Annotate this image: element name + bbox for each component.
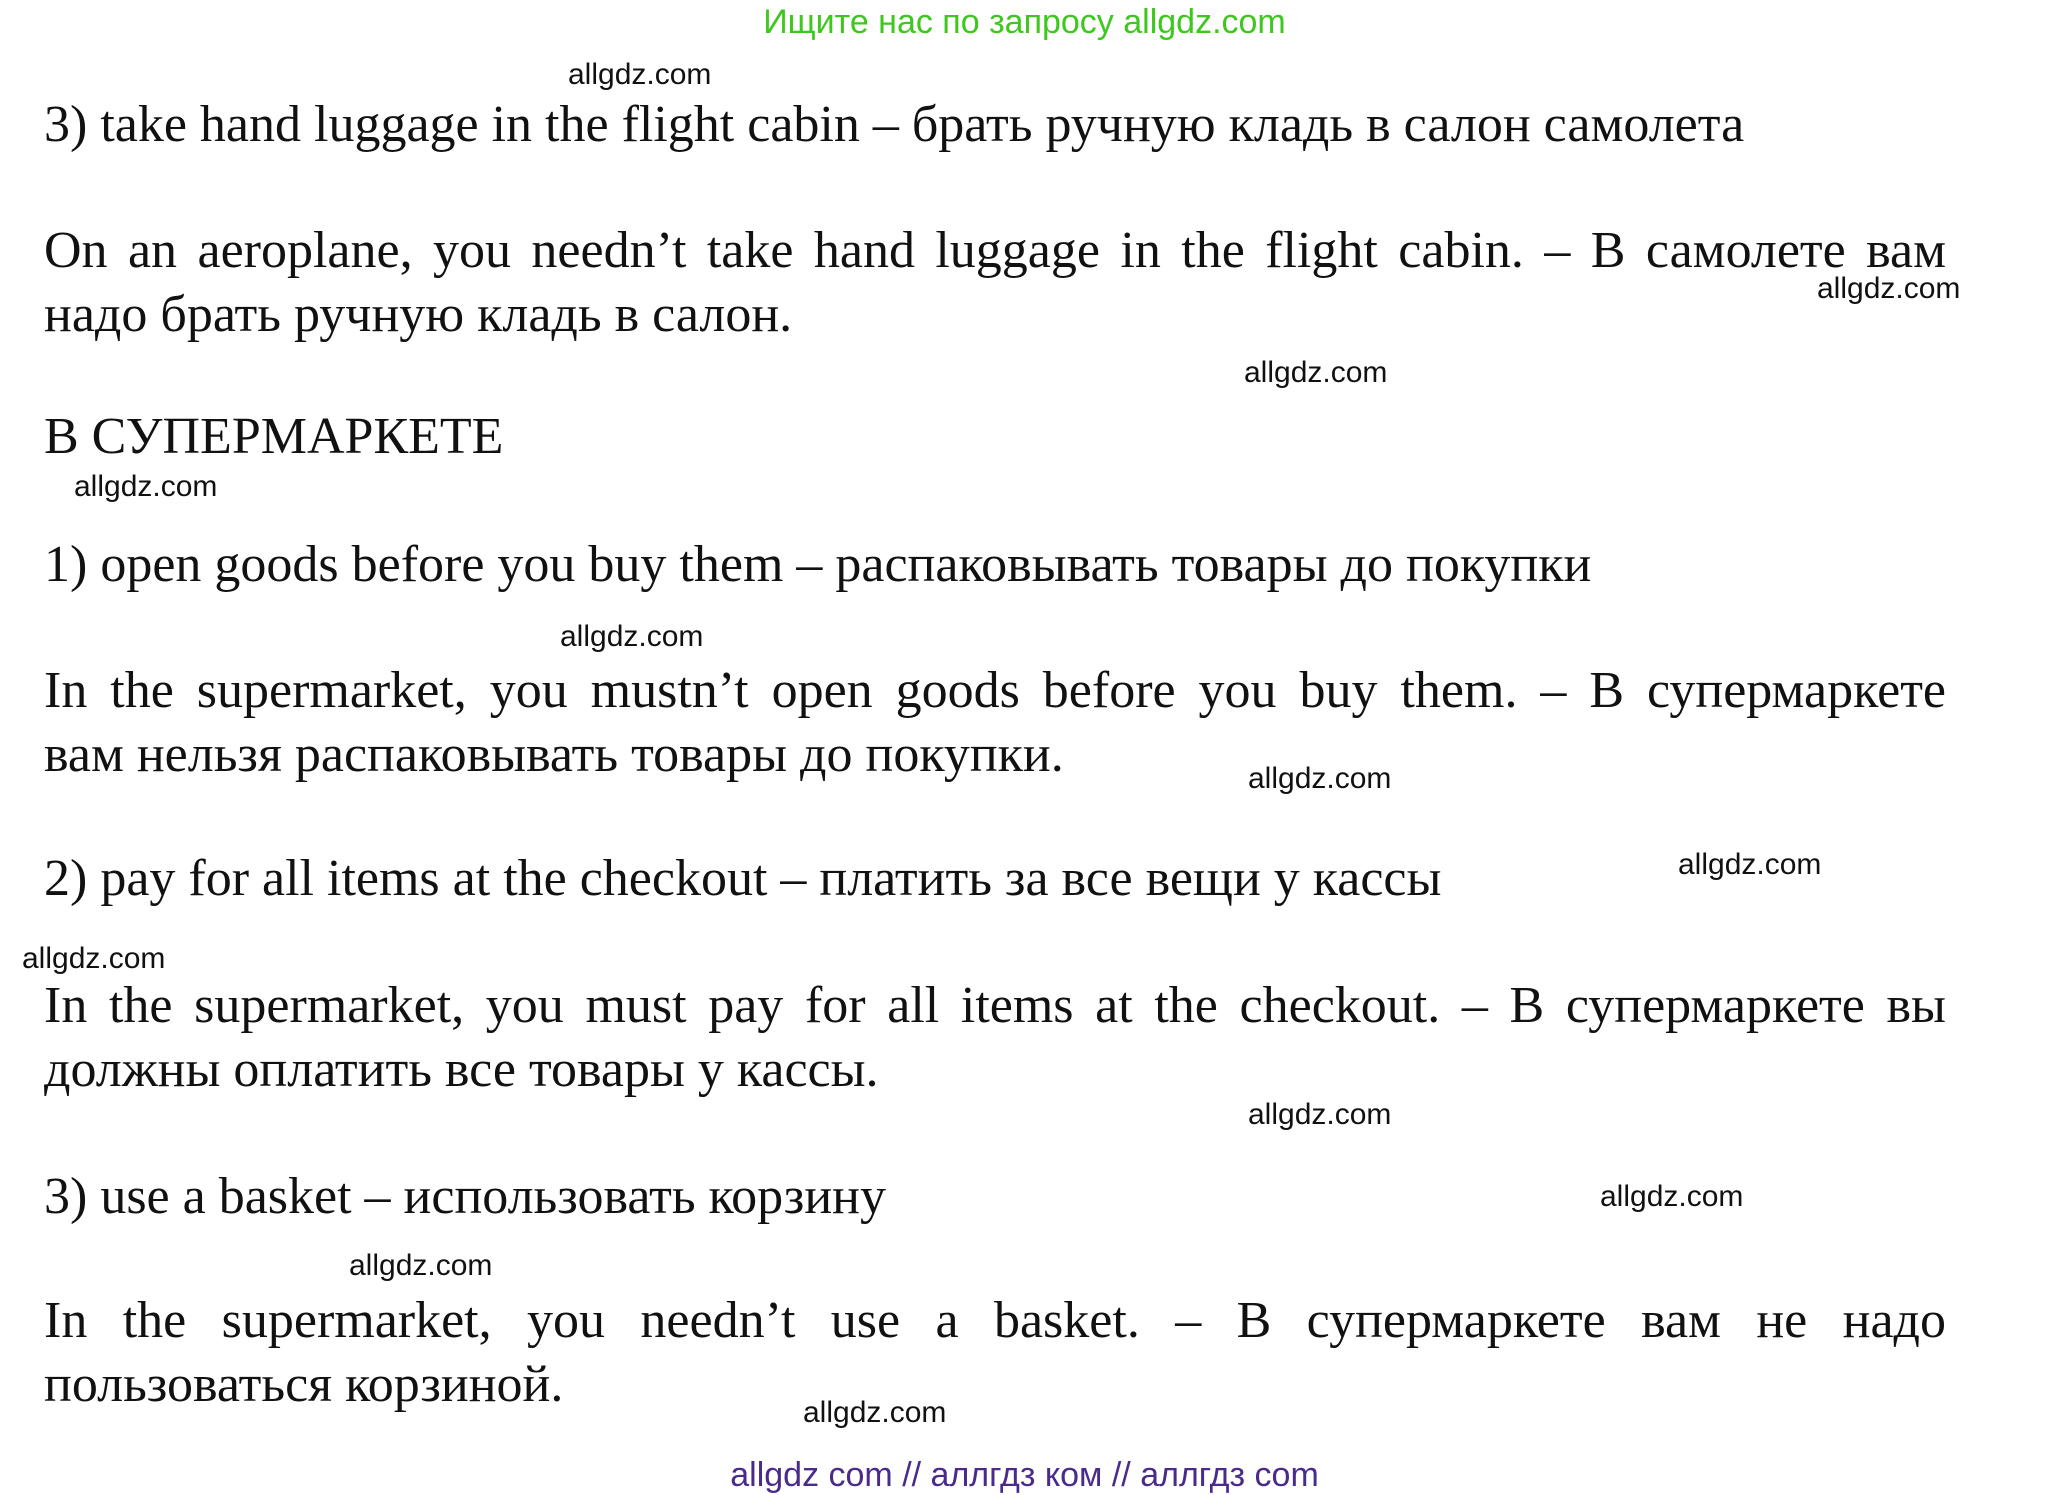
- watermark: allgdz.com: [1244, 356, 1388, 389]
- item-2-pay-sentence-line-1: In the supermarket, you must pay for all items at the checkout. – В супермаркете вы: [44, 977, 1946, 1034]
- watermark: allgdz.com: [1678, 848, 1822, 881]
- watermark: allgdz.com: [803, 1396, 947, 1429]
- item-3-basket-sentence-line-2: пользоваться корзиной.: [44, 1356, 564, 1413]
- watermark: allgdz.com: [74, 470, 218, 503]
- watermark: allgdz.com: [22, 942, 166, 975]
- watermark: allgdz.com: [1817, 272, 1961, 305]
- item-3-luggage-sentence-line-2: надо брать ручную кладь в салон.: [44, 286, 793, 343]
- watermark: allgdz.com: [1248, 1098, 1392, 1131]
- footer-site-links[interactable]: allgdz com // аллгдз ком // аллгдз com: [730, 1456, 1319, 1494]
- item-1-open-goods-sentence-line-2: вам нельзя распаковывать товары до покупки.: [44, 726, 1064, 783]
- watermark: allgdz.com: [349, 1249, 493, 1282]
- watermark: allgdz.com: [560, 620, 704, 653]
- watermark: allgdz.com: [1600, 1180, 1744, 1213]
- item-3-basket-term: 3) use a basket – использовать корзину: [44, 1168, 887, 1225]
- item-1-open-goods-sentence-line-1: In the supermarket, you mustn’t open goods before you buy them. – В супермаркете: [44, 662, 1946, 719]
- section-heading-supermarket: В СУПЕРМАРКЕТЕ: [44, 408, 504, 465]
- item-3-luggage-sentence-line-1: On an aeroplane, you needn’t take hand luggage in the flight cabin. – В самолете вам: [44, 222, 1946, 279]
- item-2-pay-sentence-line-2: должны оплатить все товары у кассы.: [44, 1041, 879, 1098]
- watermark: allgdz.com: [1248, 762, 1392, 795]
- item-1-open-goods-term: 1) open goods before you buy them – распаковывать товары до покупки: [44, 536, 1592, 593]
- item-3-luggage-term: 3) take hand luggage in the flight cabin – брать ручную кладь в салон самолета: [44, 96, 1745, 153]
- header-search-link[interactable]: Ищите нас по запросу allgdz.com: [763, 3, 1286, 41]
- item-2-pay-term: 2) pay for all items at the checkout – платить за все вещи у кассы: [44, 850, 1442, 907]
- item-3-basket-sentence-line-1: In the supermarket, you needn’t use a basket. – В супермаркете вам не надо: [44, 1292, 1946, 1349]
- watermark: allgdz.com: [568, 58, 712, 91]
